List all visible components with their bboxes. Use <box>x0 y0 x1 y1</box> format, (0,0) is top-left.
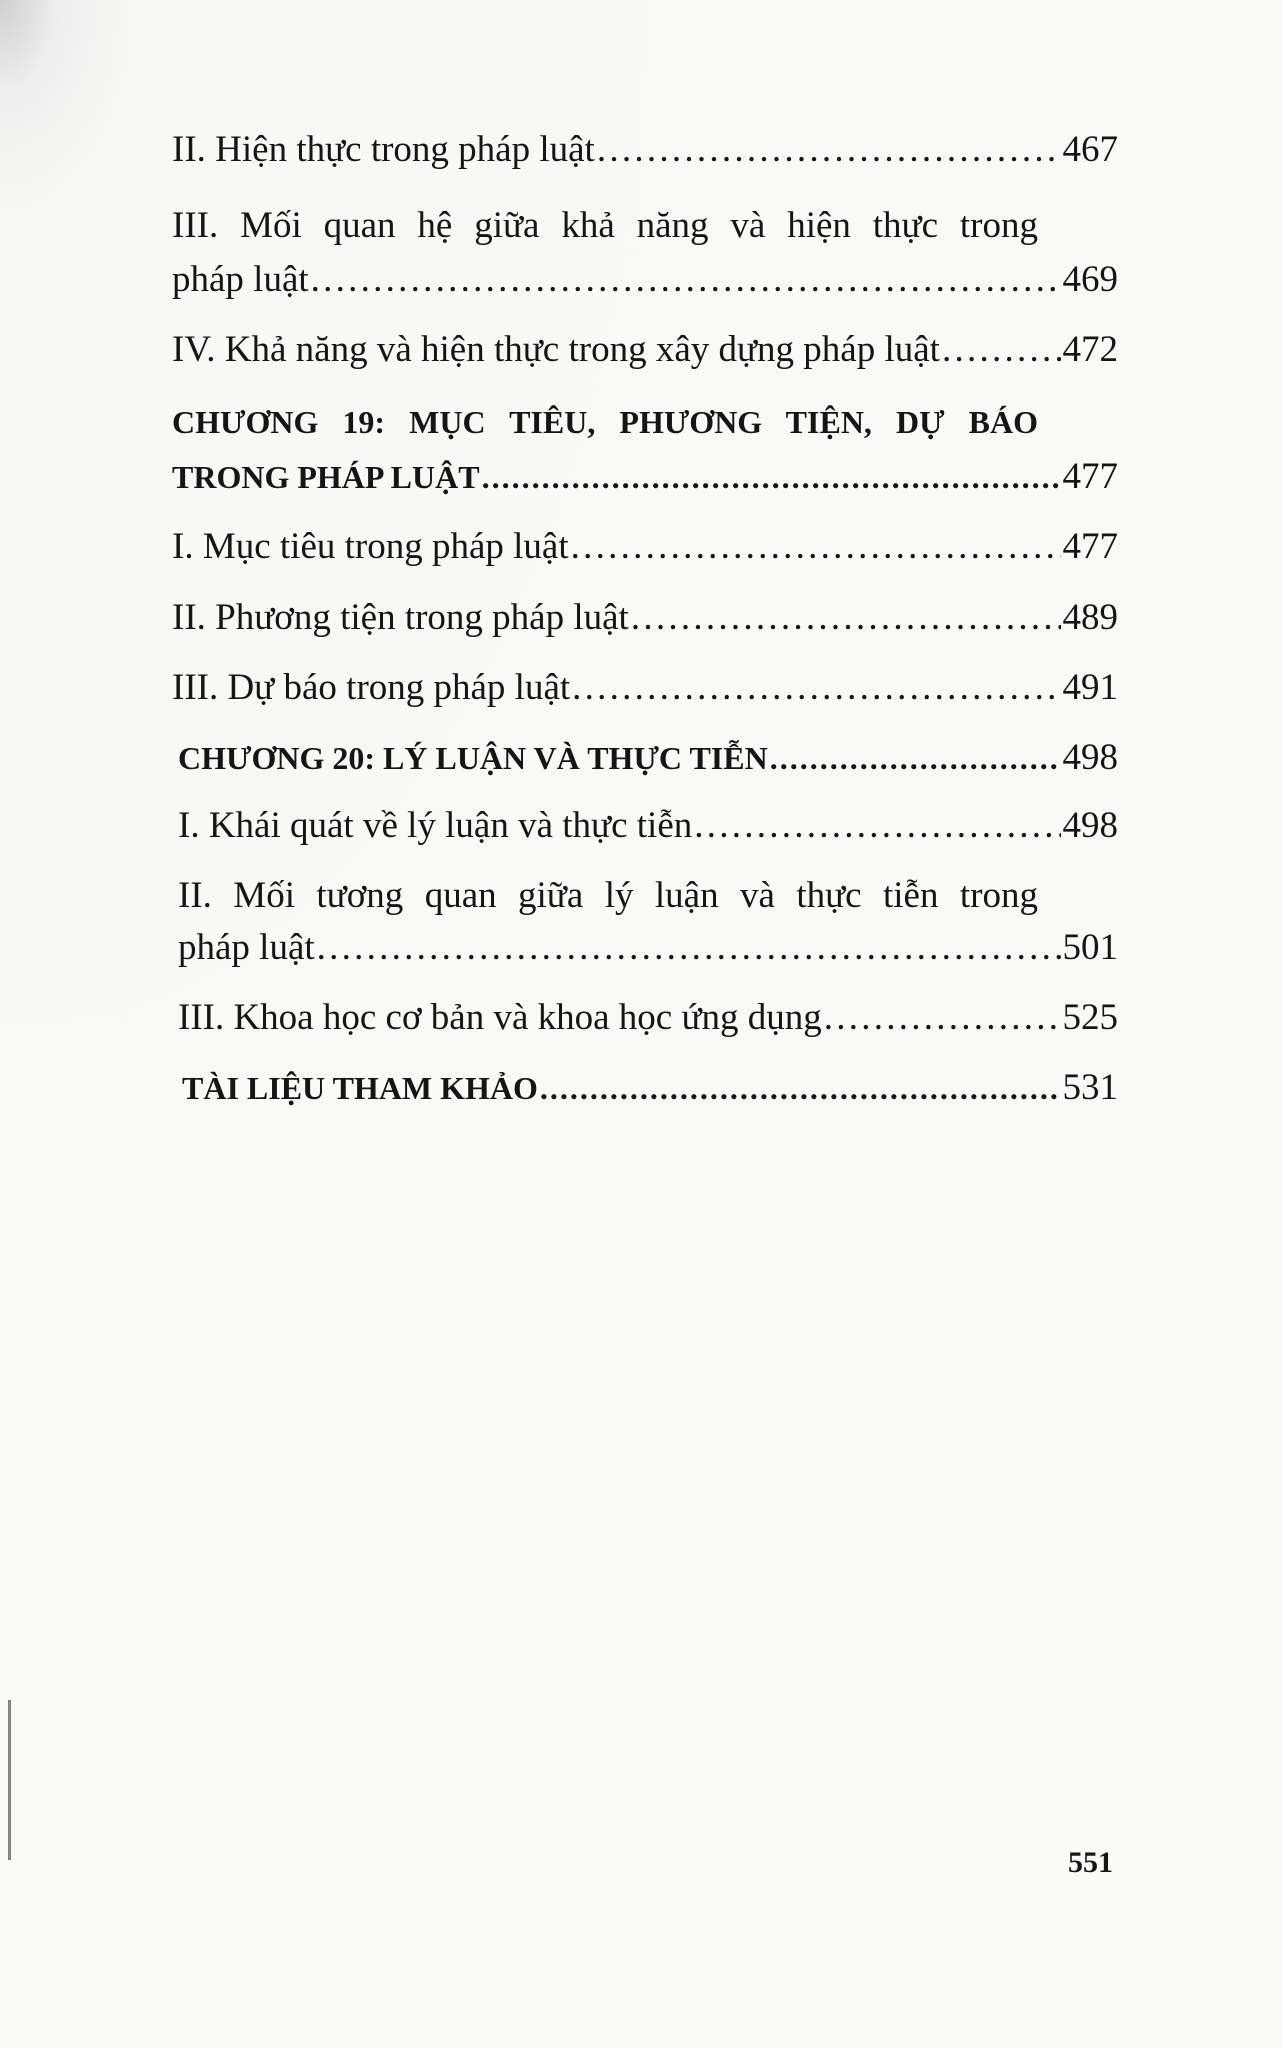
dot-leader <box>572 663 1060 713</box>
toc-entry-title: I. Mục tiêu trong pháp luật <box>172 526 569 567</box>
toc-entry <box>178 733 1118 783</box>
dot-leader <box>482 452 1061 502</box>
dot-leader <box>942 325 1061 375</box>
page-edge-shadow <box>8 1700 11 1860</box>
toc-entry <box>172 663 1118 713</box>
toc-entry <box>178 993 1118 1043</box>
toc-entry-title-line1: II. Mối tương quan giữa lý luận và thực tiễn trong <box>178 875 1038 916</box>
toc-entry-page: 501 <box>1062 927 1118 968</box>
chapter-heading: TRONG PHÁP LUẬT <box>172 459 480 495</box>
toc-entry-title: IV. Khả năng và hiện thực trong xây dựng pháp luật <box>172 329 940 370</box>
toc-entry <box>178 801 1118 851</box>
dot-leader <box>824 993 1061 1043</box>
toc-entry-title: III. Dự báo trong pháp luật <box>172 667 571 708</box>
toc-entry-title: II. Hiện thực trong pháp luật <box>172 129 595 170</box>
toc-entry-title: II. Phương tiện trong pháp luật <box>172 597 629 638</box>
dot-leader <box>311 255 1061 305</box>
toc-entry <box>178 923 1118 973</box>
toc-entry-title: I. Khái quát về lý luận và thực tiễn <box>178 805 693 846</box>
toc-entry-page: 469 <box>1062 259 1118 300</box>
page-number: 551 <box>1068 1846 1113 1879</box>
toc-entry <box>172 255 1118 305</box>
toc-entry <box>172 522 1118 572</box>
toc-entry-title: pháp luật <box>178 927 315 968</box>
toc-entry-page: 498 <box>1062 805 1118 846</box>
toc-entry-page: 477 <box>1062 526 1118 567</box>
dot-leader <box>631 593 1061 643</box>
dot-leader <box>317 923 1061 973</box>
toc-entry-page: 467 <box>1062 129 1118 170</box>
chapter-heading: CHƯƠNG 20: LÝ LUẬN VÀ THỰC TIỄN <box>178 740 768 776</box>
chapter-heading-line1: CHƯƠNG 19: MỤC TIÊU, PHƯƠNG TIỆN, DỰ BÁO <box>172 404 1038 440</box>
toc-entry-page: 531 <box>1062 1067 1118 1108</box>
toc-entry-title-line1: III. Mối quan hệ giữa khả năng và hiện thực trong <box>172 205 1038 246</box>
toc-entry-page: 498 <box>1062 737 1118 778</box>
dot-leader <box>540 1063 1061 1113</box>
dot-leader <box>571 522 1061 572</box>
toc-entry-page: 472 <box>1062 329 1118 370</box>
toc-entry-title: III. Khoa học cơ bản và khoa học ứng dụng <box>178 997 822 1038</box>
references-heading: TÀI LIỆU THAM KHẢO <box>182 1070 538 1106</box>
toc-entry <box>172 593 1118 643</box>
toc-entry <box>172 125 1118 175</box>
toc-entry-page: 477 <box>1062 456 1118 497</box>
toc-entry-page: 525 <box>1062 997 1118 1038</box>
toc-entry-page: 491 <box>1062 667 1118 708</box>
toc-entry <box>172 452 1118 502</box>
toc-entry <box>182 1063 1118 1113</box>
dot-leader <box>597 125 1061 175</box>
dot-leader <box>770 733 1061 783</box>
toc-entry-page: 489 <box>1062 597 1118 638</box>
toc-entry-title: pháp luật <box>172 259 309 300</box>
dot-leader <box>694 801 1060 851</box>
toc-entry <box>172 325 1118 375</box>
